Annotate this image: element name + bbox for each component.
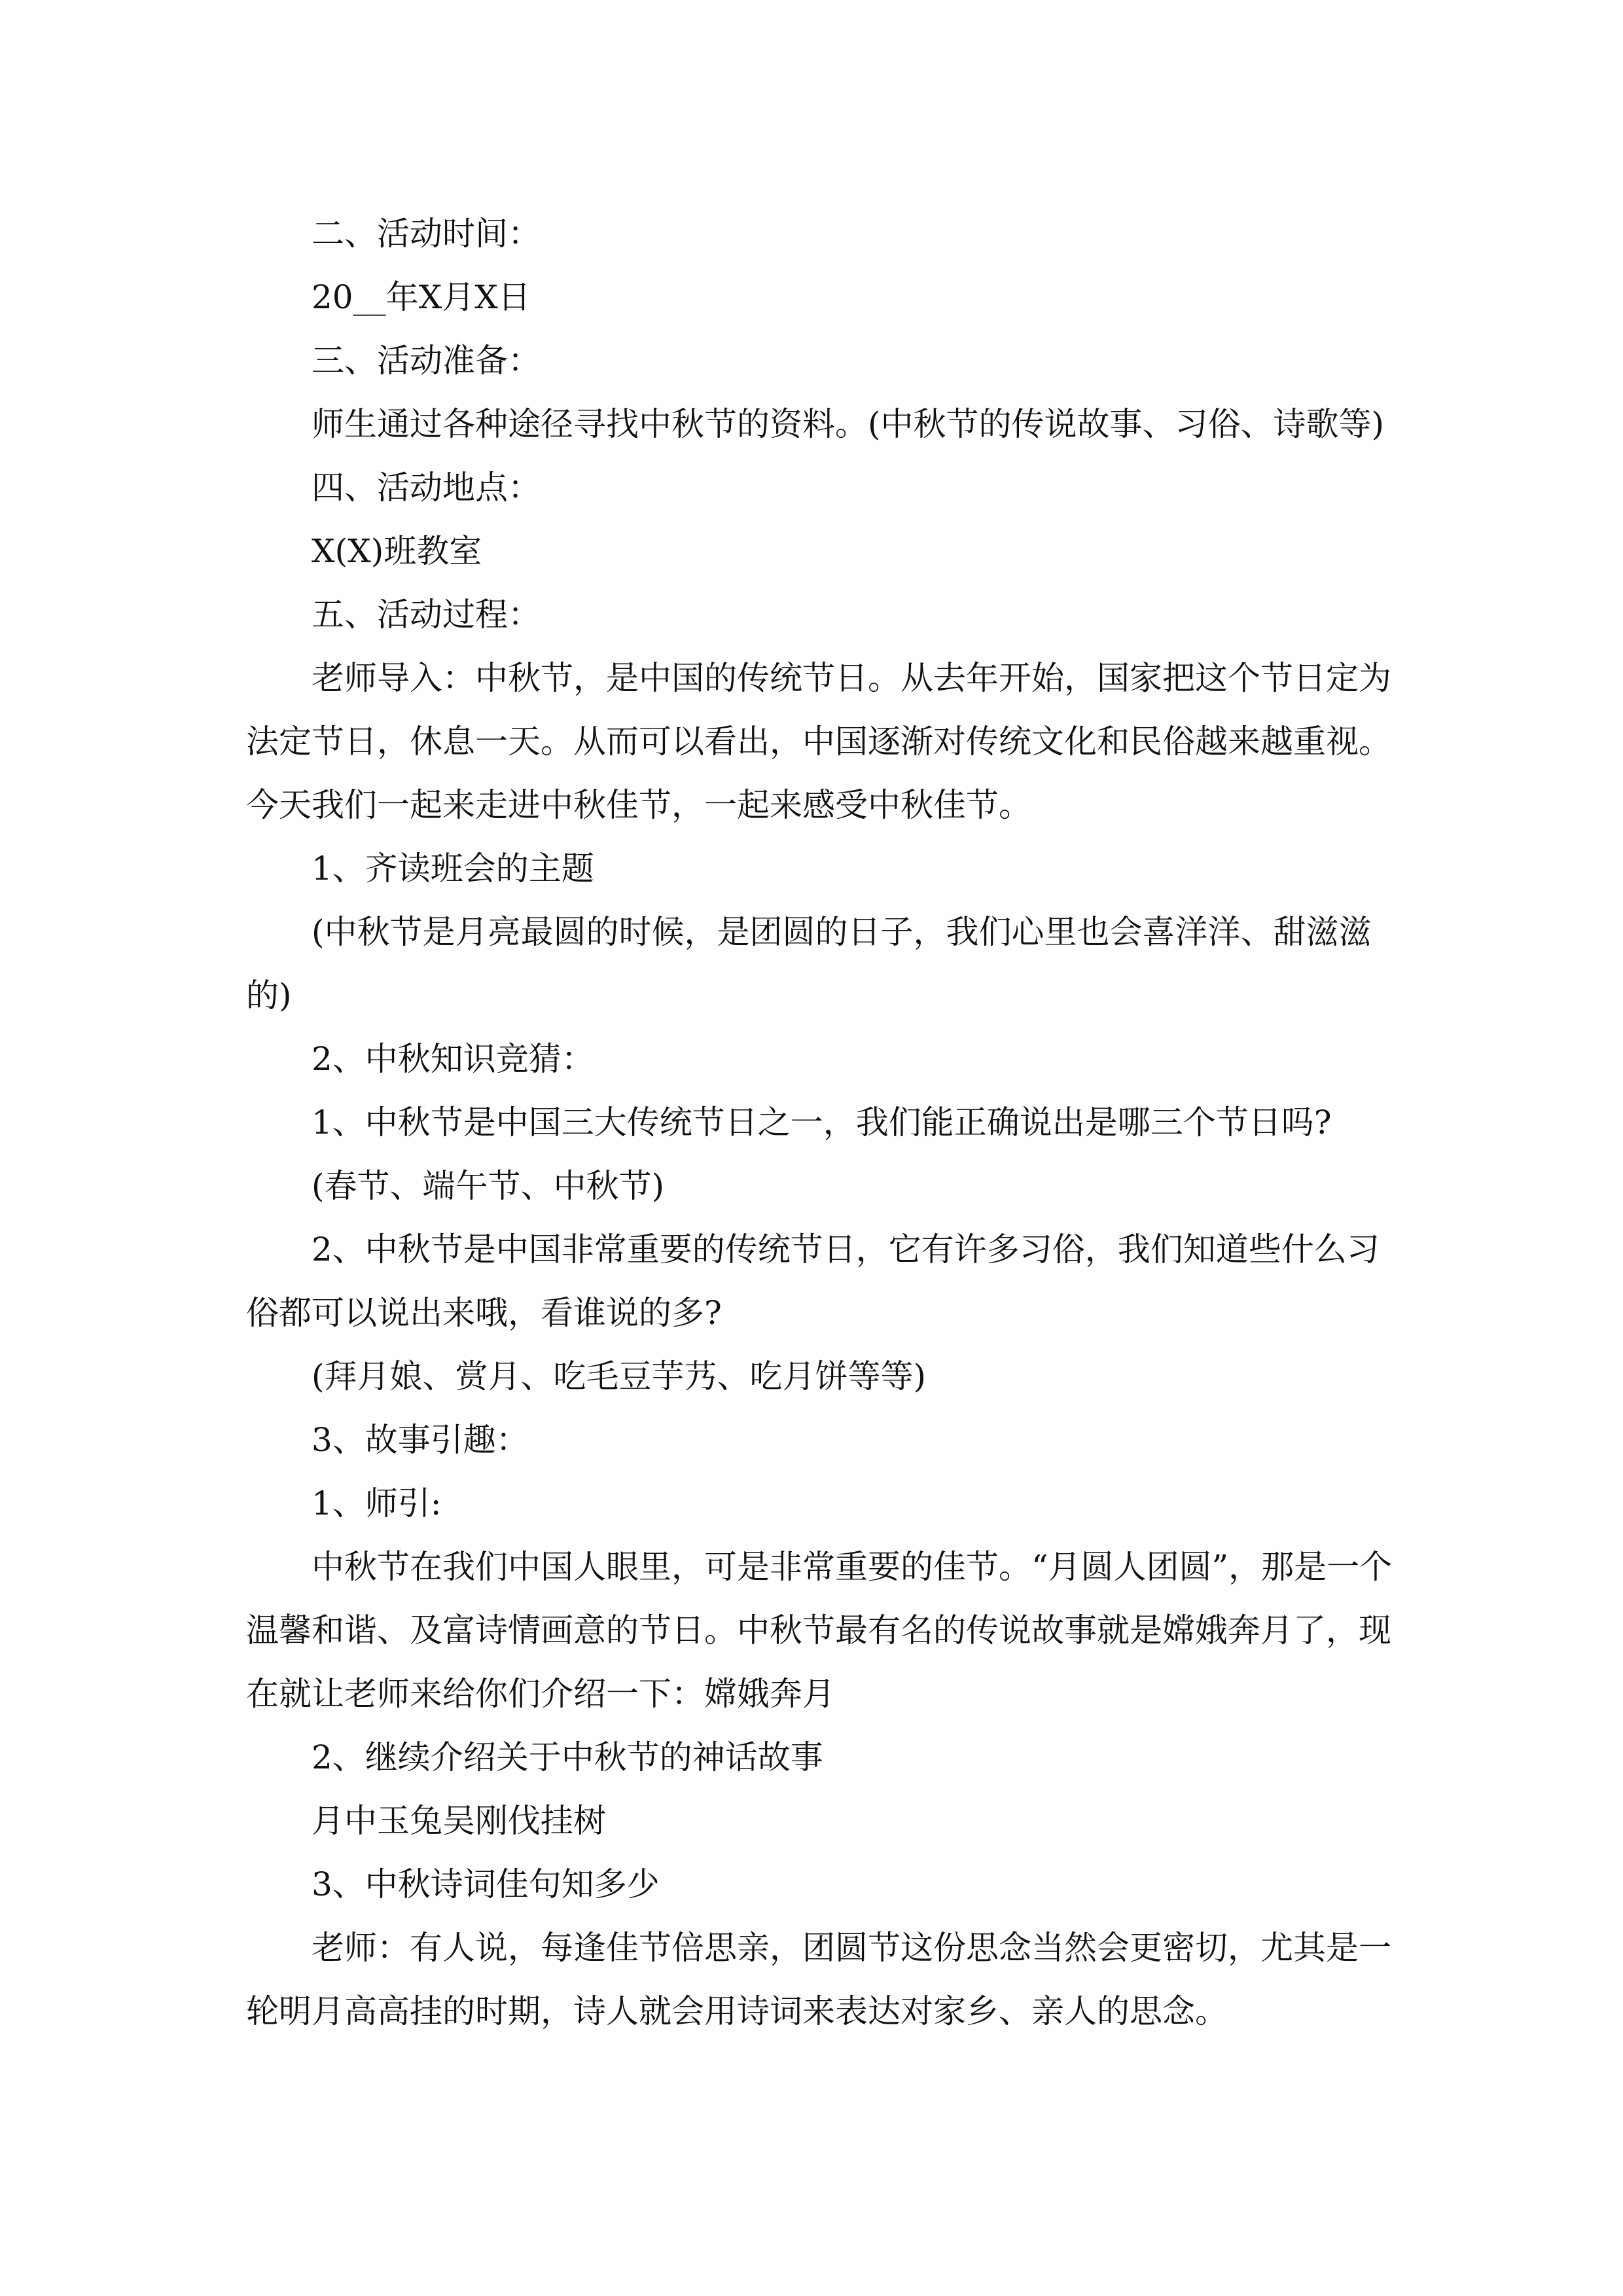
teacher-poems-paragraph: 老师：有人说，每逢佳节倍思亲，团圆节这份思念当然会更密切，尤其是一轮明月高高挂的时期，诗人就会用诗词来表达对家乡、亲人的思念。 — [246, 1929, 1391, 2030]
heading-activity-preparation: 三、活动准备： — [312, 342, 541, 380]
teacher-intro-paragraph: 老师导入：中秋节，是中国的传统节日。从去年开始，国家把这个节日定为法定节日，休息一天。从而可以看出，中国逐渐对传统文化和民俗越来越重视。今天我们一起来走进中秋佳节，一起来感受中秋佳节。 — [246, 659, 1391, 824]
sub-step-poems: 3、中秋诗词佳句知多少 — [312, 1865, 660, 1903]
quiz-question-2: 2、中秋节是中国非常重要的传统节日，它有许多习俗，我们知道些什么习俗都可以说出来哦，看谁说的多? — [246, 1230, 1380, 1332]
theme-text: (中秋节是月亮最圆的时候，是团圆的日子，我们心里也会喜洋洋、甜滋滋的) — [246, 913, 1372, 1014]
heading-activity-time: 二、活动时间： — [312, 215, 541, 253]
step-read-theme: 1、齐读班会的主题 — [312, 850, 594, 888]
sub-step-teacher-lead: 1、师引: — [312, 1484, 442, 1522]
step-story-intro: 3、故事引趣： — [312, 1421, 529, 1459]
quiz-answer-1: (春节、端午节、中秋节) — [312, 1167, 665, 1205]
story-paragraph: 中秋节在我们中国人眼里，可是非常重要的佳节。“月圆人团圆”，那是一个温馨和谐、及富诗情画意的节日。中秋节最有名的传说故事就是嫦娥奔月了，现在就让老师来给你们介绍一下：嫦娥奔月 — [246, 1548, 1393, 1713]
document-body — [246, 202, 1411, 2043]
myths-text: 月中玉兔吴刚伐挂树 — [312, 1802, 606, 1840]
sub-step-myths: 2、继续介绍关于中秋节的神话故事 — [312, 1738, 823, 1776]
step-knowledge-quiz: 2、中秋知识竞猜： — [312, 1040, 594, 1078]
heading-activity-location: 四、活动地点： — [312, 469, 541, 507]
activity-date: 20__年X月X日 — [312, 278, 531, 316]
preparation-text: 师生通过各种途径寻找中秋节的资料。(中秋节的传说故事、习俗、诗歌等) — [312, 405, 1385, 443]
heading-activity-process: 五、活动过程： — [312, 596, 541, 634]
quiz-answer-2: (拜月娘、赏月、吃毛豆芋艿、吃月饼等等) — [312, 1357, 927, 1395]
quiz-question-1: 1、中秋节是中国三大传统节日之一，我们能正确说出是哪三个节日吗? — [312, 1103, 1332, 1141]
location-text: X(X)班教室 — [312, 532, 482, 570]
